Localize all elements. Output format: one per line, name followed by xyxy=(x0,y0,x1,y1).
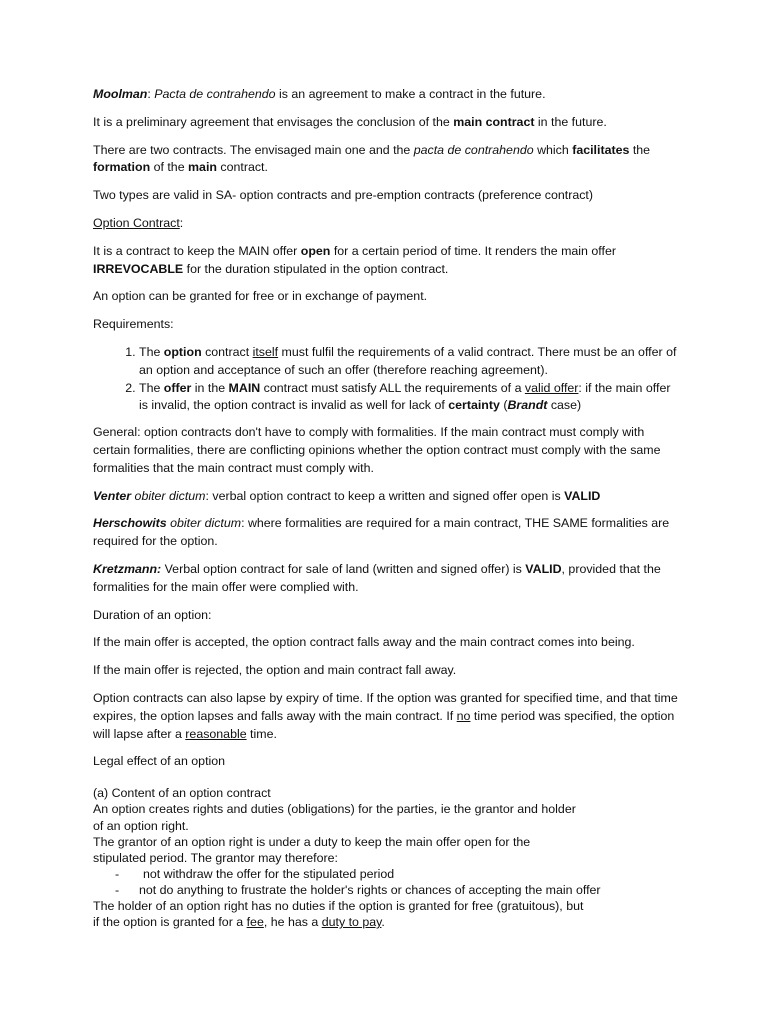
underlined: duty to pay xyxy=(321,915,382,930)
text: contract. xyxy=(216,160,268,175)
text: if the option is granted for a xyxy=(93,915,247,930)
case-name: Moolman xyxy=(93,87,148,101)
option-contract-heading xyxy=(93,215,678,233)
text: in the future. xyxy=(534,114,607,129)
duration-heading: Duration of an option: xyxy=(93,607,212,622)
text: It is a contract to keep the MAIN offer xyxy=(93,243,301,258)
dash-bullet: - xyxy=(115,883,120,898)
emphasis: MAIN xyxy=(228,380,261,395)
text: : xyxy=(179,215,184,230)
emphasis: facilitates xyxy=(572,142,630,157)
text: contract xyxy=(201,344,253,359)
text: not do anything to frustrate the holder's rights or chances of accepting the main offer xyxy=(139,883,601,898)
text-line: stipulated period. The grantor may therefore: xyxy=(93,850,338,865)
text: The xyxy=(139,380,164,395)
text: in the xyxy=(191,380,229,395)
list-item xyxy=(139,344,678,380)
text: which xyxy=(533,142,573,157)
text-line: The grantor of an option right is under a duty to keep the main offer open for the xyxy=(93,834,531,849)
herschowits-paragraph xyxy=(93,515,678,551)
text: ( xyxy=(499,398,508,413)
list-item xyxy=(115,866,678,882)
legal-effect-heading: Legal effect of an option xyxy=(93,754,226,769)
text: : where formalities are required for a main contract, THE SAME formalities are required for the option. xyxy=(93,516,670,549)
text: case) xyxy=(547,398,582,413)
two-contracts-paragraph xyxy=(93,142,678,178)
case-name: Venter xyxy=(93,488,132,503)
lapse-paragraph xyxy=(93,690,678,743)
text: Verbal option contract for sale of land (written and signed offer) is xyxy=(161,561,526,576)
text-line xyxy=(93,914,678,930)
text: for the duration stipulated in the option contract. xyxy=(183,261,449,276)
underlined: fee xyxy=(246,915,264,930)
text: : verbal option contract to keep a written and signed offer open is xyxy=(205,488,565,503)
list-item xyxy=(139,380,678,416)
text: : if the main offer is invalid, the option contract is invalid as well for lack of xyxy=(139,380,671,413)
emphasis: open xyxy=(300,243,331,258)
requirements-heading: Requirements: xyxy=(93,317,174,332)
grantor-duties-list xyxy=(93,866,678,898)
latin-term: obiter dictum xyxy=(131,488,206,503)
text: It is a preliminary agreement that envisages the conclusion of the xyxy=(93,114,454,129)
text: There are two contracts. The envisaged main one and the xyxy=(93,142,414,157)
text: . xyxy=(381,915,385,930)
latin-term: Pacta de contrahendo xyxy=(154,87,276,101)
text-line: The holder of an option right has no duties if the option is granted for free (gratuitous), but xyxy=(93,899,584,914)
text: , he has a xyxy=(263,915,322,930)
text: time. xyxy=(246,726,277,741)
emphasis: offer xyxy=(163,380,192,395)
document-page xyxy=(93,86,678,931)
case-name: Herschowits xyxy=(93,516,167,531)
underlined: reasonable xyxy=(185,726,247,741)
latin-term: pacta de contrahendo xyxy=(413,142,534,157)
latin-term: obiter dictum xyxy=(166,516,242,531)
list-item xyxy=(115,882,678,898)
granted-paragraph: An option can be granted for free or in exchange of payment. xyxy=(93,289,428,304)
content-heading: (a) Content of an option contract xyxy=(93,786,271,801)
text-line: of an option right. xyxy=(93,818,189,833)
text: The xyxy=(139,344,164,359)
venter-paragraph xyxy=(93,488,678,506)
definition-paragraph xyxy=(93,243,678,279)
text-line: An option creates rights and duties (obligations) for the parties, ie the grantor and holder xyxy=(93,802,576,817)
kretzmann-paragraph xyxy=(93,561,678,597)
text: time period was specified, the option will lapse after a xyxy=(93,708,675,741)
requirements-list xyxy=(93,344,678,415)
heading-text: Option Contract xyxy=(93,215,180,230)
emphasis: formation xyxy=(93,160,151,175)
emphasis: IRREVOCABLE xyxy=(93,261,184,276)
case-name: Kretzmann: xyxy=(93,561,162,576)
preliminary-paragraph xyxy=(93,114,678,132)
text: , provided that the formalities for the main offer were complied with. xyxy=(93,561,661,594)
text: the xyxy=(629,142,651,157)
emphasis: main contract xyxy=(453,114,535,129)
case-name: Brandt xyxy=(507,398,548,413)
dash-bullet: - xyxy=(115,867,120,882)
content-block xyxy=(93,785,678,930)
moolman-paragraph xyxy=(93,86,678,104)
text: is an agreement to make a contract in the future. xyxy=(275,87,546,101)
emphasis: main xyxy=(188,160,217,175)
types-paragraph: Two types are valid in SA- option contracts and pre-emption contracts (preference contract) xyxy=(93,188,593,203)
accepted-paragraph: If the main offer is accepted, the option contract falls away and the main contract comes into being. xyxy=(93,635,635,650)
emphasis: option xyxy=(163,344,202,359)
text: : xyxy=(147,87,155,101)
text: contract must satisfy ALL the requirements of a xyxy=(260,380,525,395)
text: not withdraw the offer for the stipulated period xyxy=(143,867,395,882)
underlined: itself xyxy=(252,344,279,359)
underlined: valid offer xyxy=(524,380,579,395)
text: Option contracts can also lapse by expiry of time. If the option was granted for specified time, and that time expires, the option lapses and falls away with the main contract. If xyxy=(93,690,678,723)
text: must fulfil the requirements of a valid contract. There must be an offer of an option and acceptance of such an offer (therefore reaching agreement). xyxy=(139,344,677,377)
rejected-paragraph: If the main offer is rejected, the option and main contract fall away. xyxy=(93,663,457,678)
emphasis: certainty xyxy=(448,398,500,413)
general-paragraph: General: option contracts don't have to comply with formalities. If the main contract must comply with certain formalities, there are conflicting opinions whether the option contract must comply with the same formalities that the main contract must comply with. xyxy=(93,425,661,475)
text: of the xyxy=(150,160,189,175)
emphasis: VALID xyxy=(525,561,562,576)
underlined: no xyxy=(456,708,471,723)
emphasis: VALID xyxy=(564,488,601,503)
text: for a certain period of time. It renders the main offer xyxy=(330,243,616,258)
